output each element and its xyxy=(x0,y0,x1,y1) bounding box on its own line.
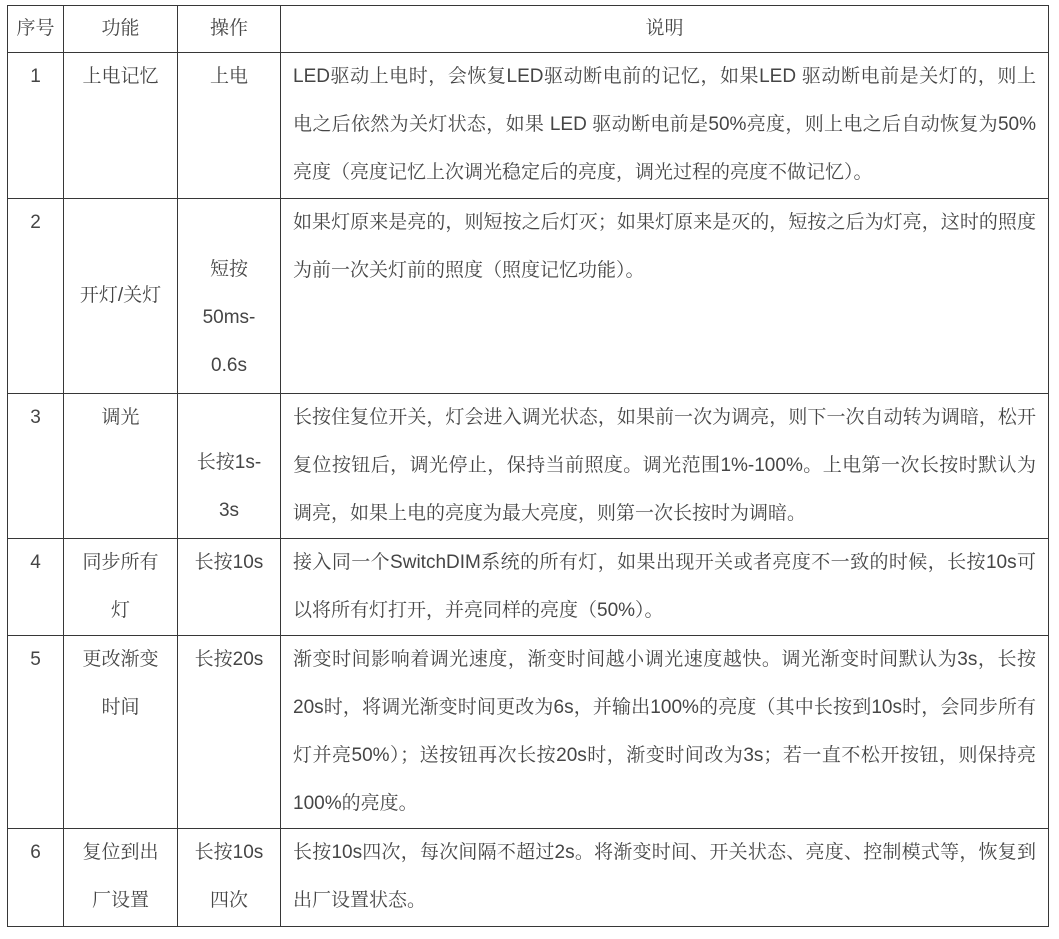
column-header-operation: 操作 xyxy=(178,6,281,53)
column-header-description: 说明 xyxy=(281,6,1049,53)
function-cell: 更改渐变时间 xyxy=(64,636,178,829)
operation-cell: 短按 50ms-0.6s xyxy=(178,199,281,394)
operation-cell: 长按20s xyxy=(178,636,281,829)
row-number-cell: 6 xyxy=(8,829,64,927)
function-cell: 复位到出厂设置 xyxy=(64,829,178,927)
description-cell: 长按10s四次，每次间隔不超过2s。将渐变时间、开关状态、亮度、控制模式等，恢复到出厂设置状态。 xyxy=(281,829,1049,927)
description-cell: 接入同一个SwitchDIM系统的所有灯，如果出现开关或者亮度不一致的时候，长按10s可以将所有灯打开，并亮同样的亮度（50%）。 xyxy=(281,539,1049,636)
description-cell: LED驱动上电时，会恢复LED驱动断电前的记忆，如果LED 驱动断电前是关灯的，则上电之后依然为关灯状态，如果 LED 驱动断电前是50%亮度，则上电之后自动恢复为50% 亮度（亮度记忆上次调光稳定后的亮度，调光过程的亮度不做记忆）。 xyxy=(281,53,1049,199)
table-row xyxy=(8,636,1049,829)
table-row xyxy=(8,199,1049,394)
switchdim-function-table xyxy=(7,5,1049,927)
row-number-cell: 1 xyxy=(8,53,64,199)
table-body xyxy=(8,53,1049,927)
function-cell: 同步所有灯 xyxy=(64,539,178,636)
table-row xyxy=(8,53,1049,199)
operation-cell: 上电 xyxy=(178,53,281,199)
description-cell: 渐变时间影响着调光速度，渐变时间越小调光速度越快。调光渐变时间默认为3s，长按20s时，将调光渐变时间更改为6s，并输出100%的亮度（其中长按到10s时，会同步所有灯并亮50%）；送按钮再次长按20s时，渐变时间改为3s；若一直不松开按钮，则保持亮100%的亮度。 xyxy=(281,636,1049,829)
description-cell: 长按住复位开关，灯会进入调光状态，如果前一次为调亮，则下一次自动转为调暗，松开复位按钮后，调光停止，保持当前照度。调光范围1%-100%。上电第一次长按时默认为调亮，如果上电的亮度为最大亮度，则第一次长按时为调暗。 xyxy=(281,394,1049,539)
table-row xyxy=(8,394,1049,539)
row-number-cell: 5 xyxy=(8,636,64,829)
row-number-cell: 4 xyxy=(8,539,64,636)
operation-cell: 长按10s四次 xyxy=(178,829,281,927)
operation-cell: 长按1s-3s xyxy=(178,394,281,539)
column-header-function: 功能 xyxy=(64,6,178,53)
description-cell: 如果灯原来是亮的，则短按之后灯灭；如果灯原来是灭的，短按之后为灯亮，这时的照度为前一次关灯前的照度（照度记忆功能）。 xyxy=(281,199,1049,394)
function-cell: 上电记忆 xyxy=(64,53,178,199)
table-row xyxy=(8,539,1049,636)
column-header-number: 序号 xyxy=(8,6,64,53)
header-row xyxy=(8,6,1049,53)
operation-cell: 长按10s xyxy=(178,539,281,636)
table-row xyxy=(8,829,1049,927)
row-number-cell: 3 xyxy=(8,394,64,539)
function-cell: 调光 xyxy=(64,394,178,539)
table-header xyxy=(8,6,1049,53)
function-cell: 开灯/关灯 xyxy=(64,199,178,394)
row-number-cell: 2 xyxy=(8,199,64,394)
